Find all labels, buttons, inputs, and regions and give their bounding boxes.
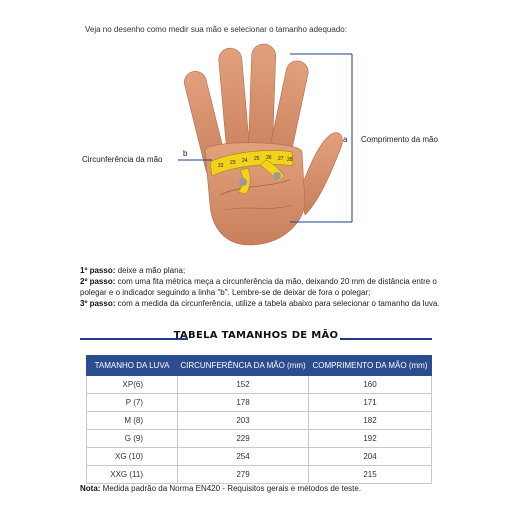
size-table xyxy=(86,355,432,484)
label-b: b xyxy=(183,149,188,158)
tape-number: 24 xyxy=(242,158,248,164)
footnote xyxy=(80,484,361,493)
intro-text: Veja no desenho como medir sua mão e selecionar o tamanho adequado: xyxy=(85,25,347,34)
cell-circumference: 178 xyxy=(178,394,309,412)
cell-length: 171 xyxy=(309,394,432,412)
step-1 xyxy=(80,265,460,276)
cell-length: 204 xyxy=(309,448,432,466)
label-comprimento: Comprimento da mão xyxy=(361,135,438,144)
tape-number: 22 xyxy=(218,163,224,169)
step-label: 1º passo: xyxy=(80,266,116,275)
tape-number: 27 xyxy=(278,156,284,162)
cell-size: G (9) xyxy=(87,430,178,448)
note-label: Nota: xyxy=(80,484,101,493)
cell-circumference: 254 xyxy=(178,448,309,466)
note-text: Medida padrão da Norma EN420 - Requisitos gerais e métodos de teste. xyxy=(100,484,362,493)
tape-number: 23 xyxy=(230,160,236,166)
step-3 xyxy=(80,298,460,309)
tape-number: 28 xyxy=(287,157,293,163)
cell-circumference: 279 xyxy=(178,466,309,484)
table-row xyxy=(87,466,432,484)
hand-shape xyxy=(182,44,342,245)
table-title: TABELA TAMANHOS DE MÃO xyxy=(173,330,339,341)
cell-length: 215 xyxy=(309,466,432,484)
cell-circumference: 152 xyxy=(178,376,309,394)
cell-length: 192 xyxy=(309,430,432,448)
header-circunferencia: CIRCUNFERÊNCIA DA MÃO (mm) xyxy=(178,356,309,376)
cell-size: XXG (11) xyxy=(87,466,178,484)
hand-illustration xyxy=(0,0,512,250)
label-a: a xyxy=(343,135,348,144)
cell-size: M (8) xyxy=(87,412,178,430)
header-tamanho: TAMANHO DA LUVA xyxy=(87,356,178,376)
cell-size: P (7) xyxy=(87,394,178,412)
step-text: com uma fita métrica meça a circunferência da mão, deixando 20 mm de distância entre o polegar e o indicador seguindo a linha "b". Lembre-se de deixar de fora o polegar; xyxy=(80,277,437,297)
instructions xyxy=(80,265,460,309)
cell-size: XP(6) xyxy=(87,376,178,394)
table-row xyxy=(87,430,432,448)
step-text: deixe a mão plana; xyxy=(115,266,186,275)
step-label: 2º passo: xyxy=(80,277,116,286)
table-row xyxy=(87,412,432,430)
table-header-row xyxy=(87,356,432,376)
step-text: com a medida da circunferência, utilize a tabela abaixo para selecionar o tamanho da luva. xyxy=(115,299,440,308)
cell-length: 160 xyxy=(309,376,432,394)
table-row xyxy=(87,376,432,394)
cell-length: 182 xyxy=(309,412,432,430)
header-comprimento: COMPRIMENTO DA MÃO (mm) xyxy=(309,356,432,376)
hand-drawing xyxy=(0,0,512,250)
table-row xyxy=(87,448,432,466)
table-row xyxy=(87,394,432,412)
cell-circumference: 203 xyxy=(178,412,309,430)
tape-number: 25 xyxy=(254,156,260,162)
label-circunferencia: Circunferência da mão xyxy=(82,155,163,164)
cell-size: XG (10) xyxy=(87,448,178,466)
tape-number: 26 xyxy=(266,155,272,161)
cell-circumference: 229 xyxy=(178,430,309,448)
step-2 xyxy=(80,276,460,298)
step-label: 3º passo: xyxy=(80,299,116,308)
table-title-row xyxy=(80,330,432,346)
